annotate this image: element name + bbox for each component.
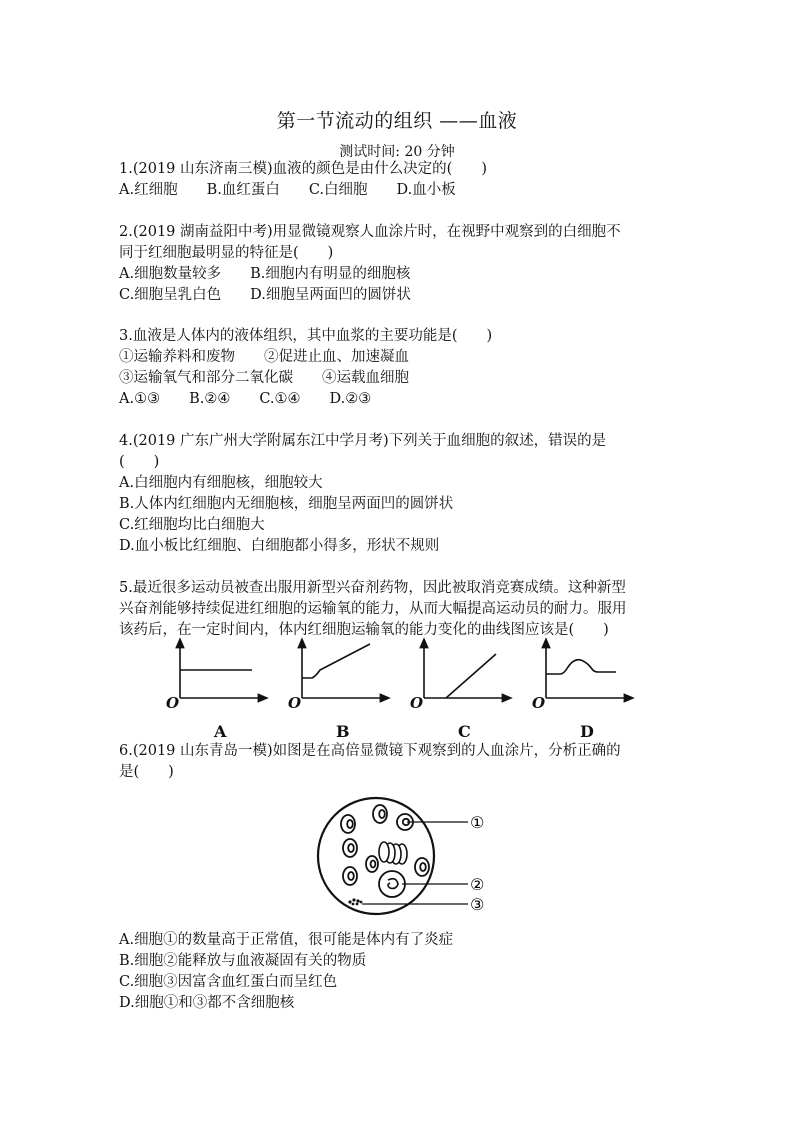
page-title: 第一节流动的组织 ——血液 [276, 110, 518, 132]
q2-options-ab: A.细胞数量较多 B.细胞内有明显的细胞核 [119, 266, 411, 282]
q2-options-cd: C.细胞呈乳白色 D.细胞呈两面凹的圆饼状 [119, 287, 411, 303]
white-blood-cell [379, 871, 405, 897]
graph-a-origin: O [166, 694, 180, 712]
marker-3: ③ [470, 895, 485, 914]
graph-b-origin: O [288, 694, 302, 712]
stacked-red-cells [379, 842, 407, 864]
q4-stem-line2: ( ) [119, 454, 160, 470]
q4-option-c: C.红细胞均比白细胞大 [119, 517, 265, 533]
q6-option-c: C.细胞③因富含血红蛋白而呈红色 [119, 974, 338, 990]
q6-stem-line1: 6.(2019 山东青岛一模)如图是在高倍显微镜下观察到的人血涂片，分析正确的 [119, 743, 621, 759]
q3-options: A.①③ B.②④ C.①④ D.②③ [119, 391, 372, 407]
q4-option-d: D.血小板比红细胞、白细胞都小得多，形状不规则 [119, 538, 440, 554]
graph-a-label: A [214, 722, 227, 741]
q6-option-d: D.细胞①和③都不含细胞核 [119, 995, 295, 1011]
marker-1: ① [470, 813, 485, 832]
graph-d-curve [546, 660, 616, 674]
blood-smear-svg [310, 792, 500, 922]
graph-a [160, 636, 270, 746]
q4-option-b: B.人体内红细胞内无细胞核，细胞呈两面凹的圆饼状 [119, 496, 454, 512]
graph-c-label: C [458, 722, 471, 741]
q4-stem-line1: 4.(2019 广东广州大学附属东江中学月考)下列关于血细胞的叙述，错误的是 [119, 433, 607, 449]
q3-statements-12: ①运输养料和废物 ②促进止血、加速凝血 [119, 349, 409, 365]
q2-stem-line1: 2.(2019 湖南益阳中考)用显微镜观察人血涂片时，在视野中观察到的白细胞不 [119, 224, 621, 240]
graph-c-curve [446, 654, 496, 698]
q5-stem-line3: 该药后，在一定时间内，体内红细胞运输氧的能力变化的曲线图应该是( ) [119, 622, 609, 638]
blood-smear-diagram [310, 792, 500, 922]
graph-d-label: D [580, 722, 594, 741]
q6-option-a: A.细胞①的数量高于正常值，很可能是体内有了炎症 [119, 932, 454, 948]
q5-graph-options [160, 636, 660, 746]
graph-c-origin: O [410, 694, 424, 712]
test-time: 测试时间: 20 分钟 [339, 144, 455, 160]
q1-stem: 1.(2019 山东济南三模)血液的颜色是由什么决定的( ) [119, 161, 487, 177]
graph-d [526, 636, 636, 746]
graph-b [282, 636, 392, 746]
graph-b-label: B [336, 722, 350, 741]
q1-options: A.红细胞 B.血红蛋白 C.白细胞 D.血小板 [119, 182, 456, 198]
q6-stem-line2: 是( ) [119, 764, 174, 780]
graph-c [404, 636, 514, 746]
marker-2: ② [470, 875, 485, 894]
graph-d-origin: O [532, 694, 546, 712]
q3-statements-34: ③运输氧气和部分二氧化碳 ④运载血细胞 [119, 370, 409, 386]
q3-stem: 3.血液是人体内的液体组织，其中血浆的主要功能是( ) [119, 328, 493, 344]
q6-option-b: B.细胞②能释放与血液凝固有关的物质 [119, 953, 367, 969]
graph-b-curve [302, 644, 370, 678]
q4-option-a: A.白细胞内有细胞核，细胞较大 [119, 475, 323, 491]
q5-stem-line1: 5.最近很多运动员被查出服用新型兴奋剂药物，因此被取消竞赛成绩。这种新型 [119, 580, 626, 596]
q5-stem-line2: 兴奋剂能够持续促进红细胞的运输氧的能力，从而大幅提高运动员的耐力。服用 [119, 601, 627, 617]
q2-stem-line2: 同于红细胞最明显的特征是( ) [119, 245, 334, 261]
